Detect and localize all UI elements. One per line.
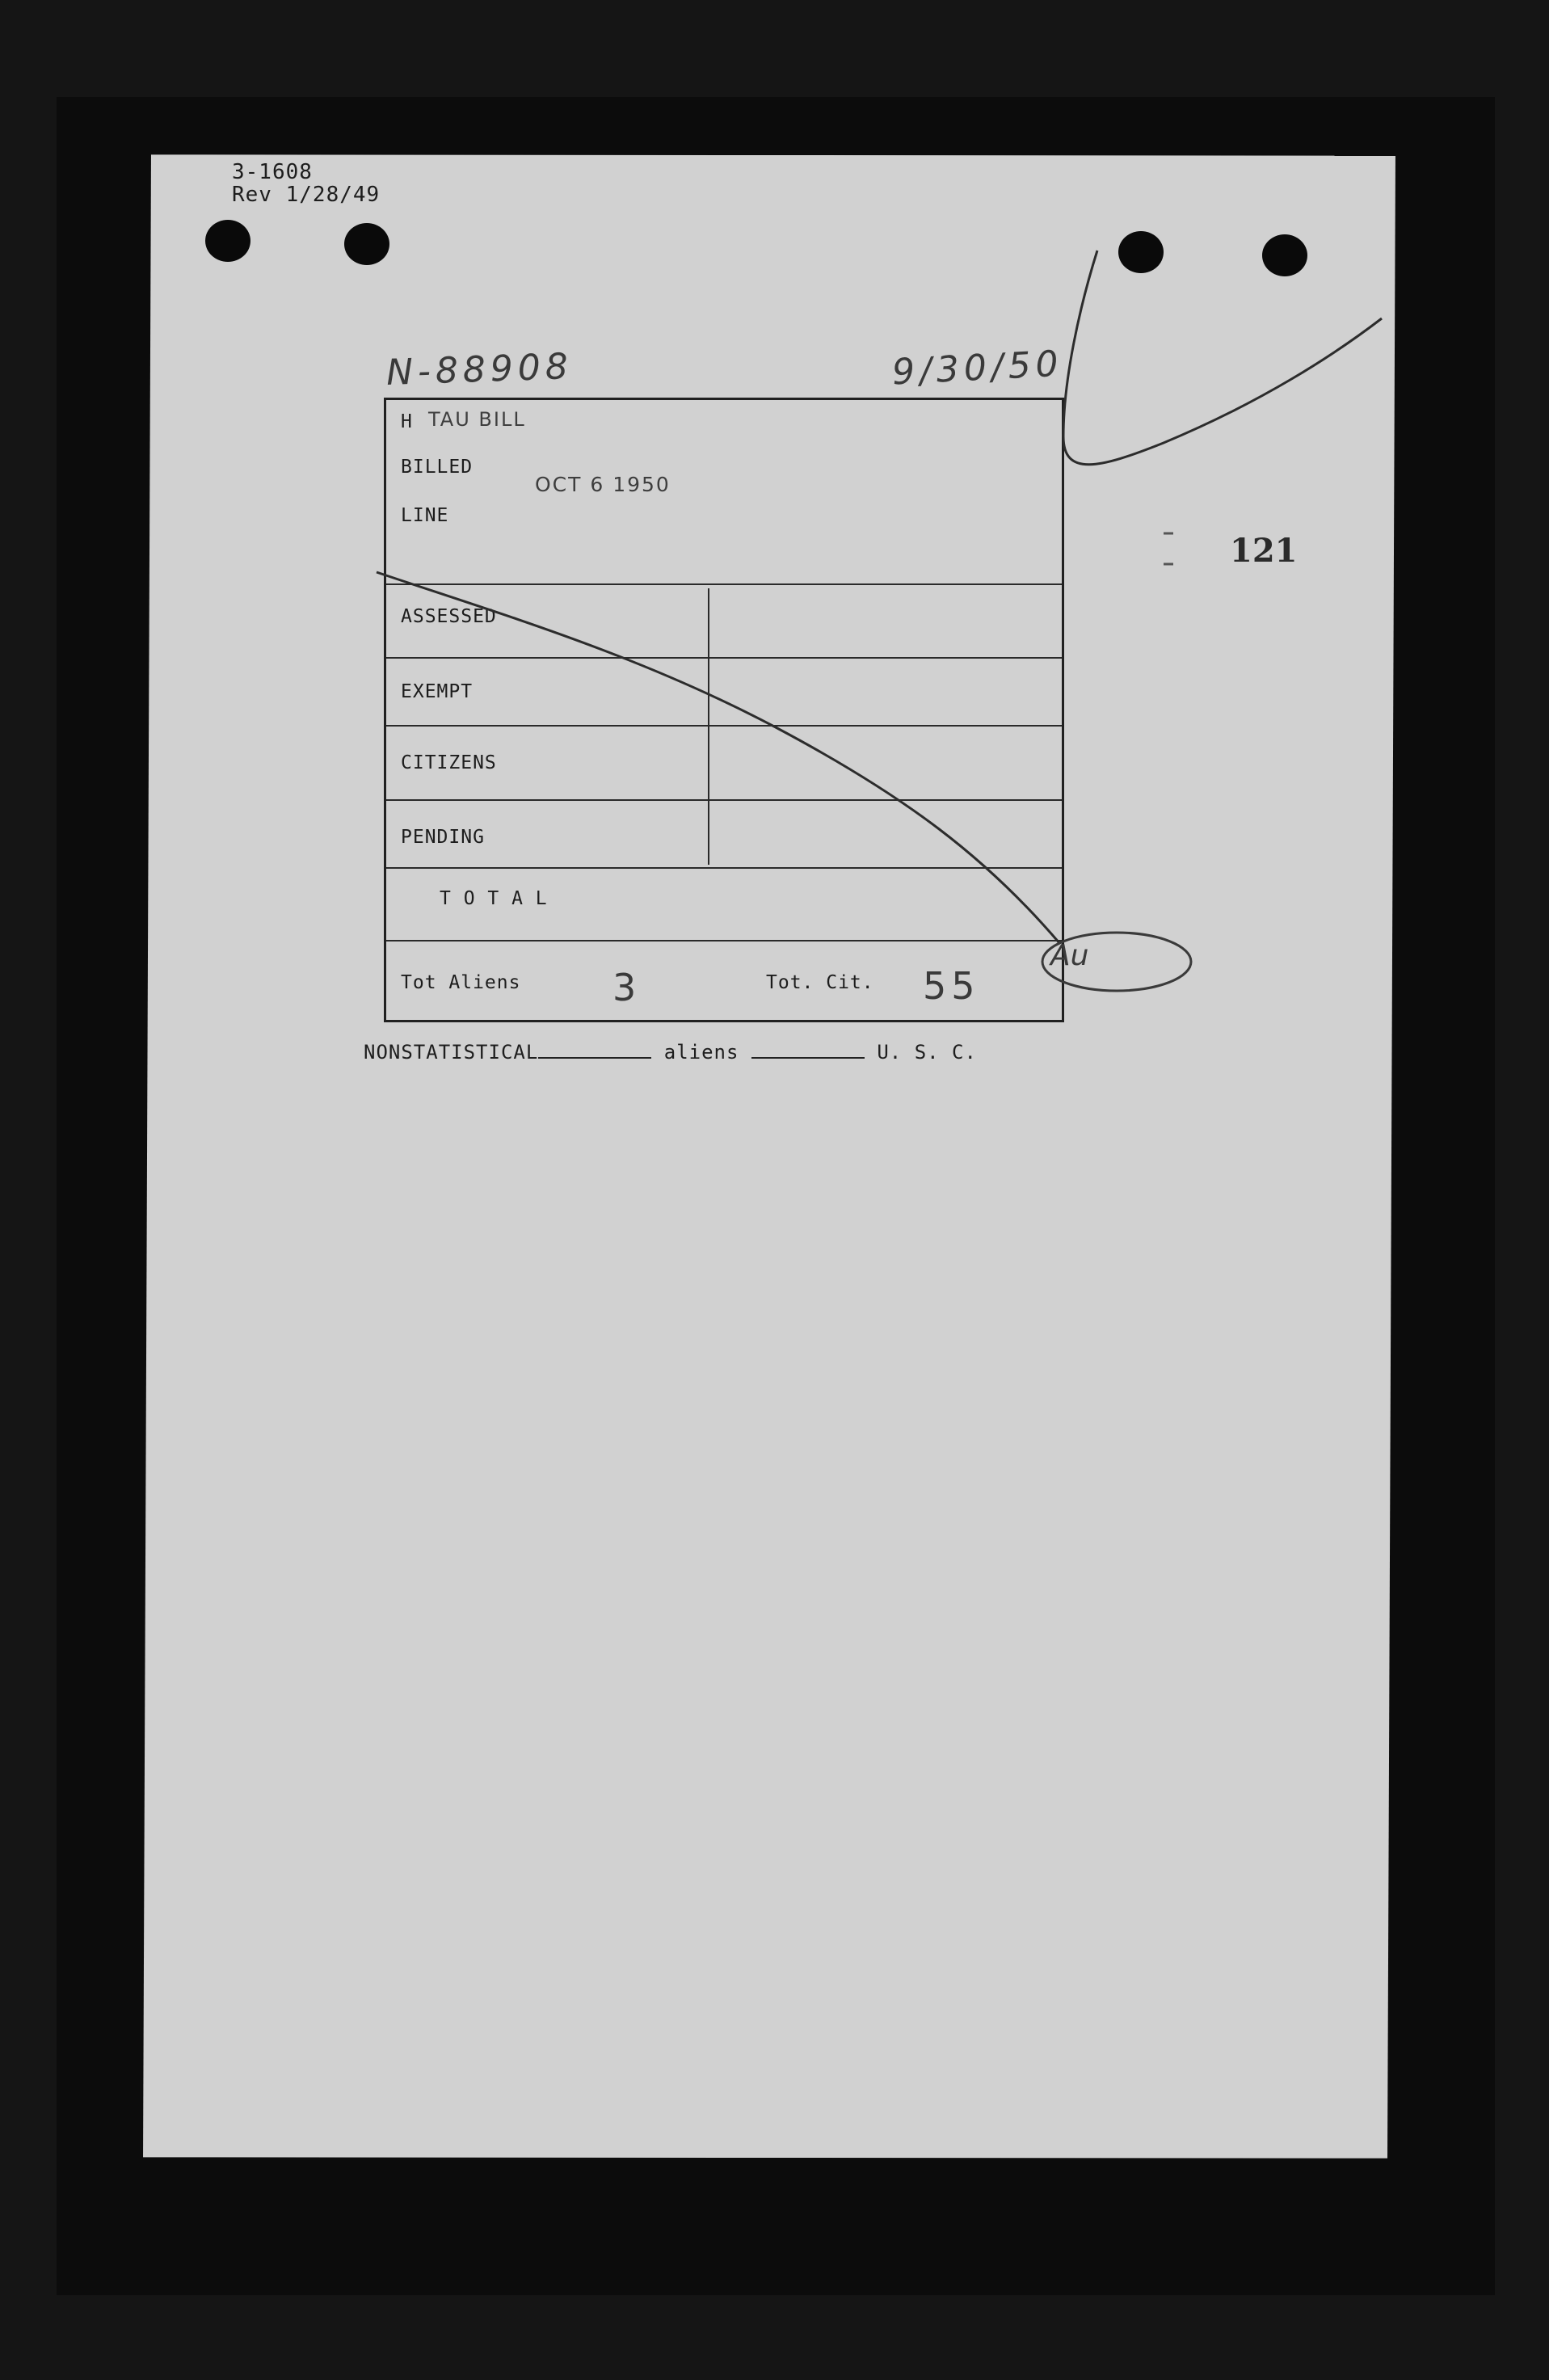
citizens-label: CITIZENS <box>401 752 497 773</box>
tally-stamp: TAU BILL <box>428 408 526 431</box>
pending-label: PENDING <box>401 827 485 848</box>
file-number: N-88908 <box>385 345 574 394</box>
page-number: 121 <box>1230 532 1298 570</box>
cancel-stroke <box>377 572 1060 944</box>
tot-aliens-label: Tot Aliens <box>401 972 521 993</box>
form-number: 3-1608 <box>232 160 313 184</box>
line-label: LINE <box>401 505 449 526</box>
billed-label: BILLED <box>401 457 474 478</box>
assessed-label: ASSESSED <box>401 606 497 627</box>
margin-stroke <box>1063 251 1382 465</box>
form-revision: Rev 1/28/49 <box>232 183 381 207</box>
clerk-initials: Au <box>1050 939 1089 972</box>
total-label: T O T A L <box>440 888 548 909</box>
nonstatistical-label: NONSTATISTICAL <box>364 1041 539 1064</box>
tot-aliens-value: 3 <box>612 966 637 1009</box>
billed-date-stamp: OCT 6 1950 <box>535 473 671 496</box>
handwritten-date: 9/30/50 <box>890 343 1064 394</box>
exempt-label: EXEMPT <box>401 681 474 702</box>
aliens-label: aliens <box>663 1041 739 1064</box>
initials-circle <box>1042 933 1191 991</box>
h-label: H <box>401 411 413 432</box>
usc-label: U. S. C. <box>877 1041 977 1064</box>
tot-cit-label: Tot. Cit. <box>766 972 874 993</box>
tot-cit-value: 55 <box>923 964 980 1008</box>
